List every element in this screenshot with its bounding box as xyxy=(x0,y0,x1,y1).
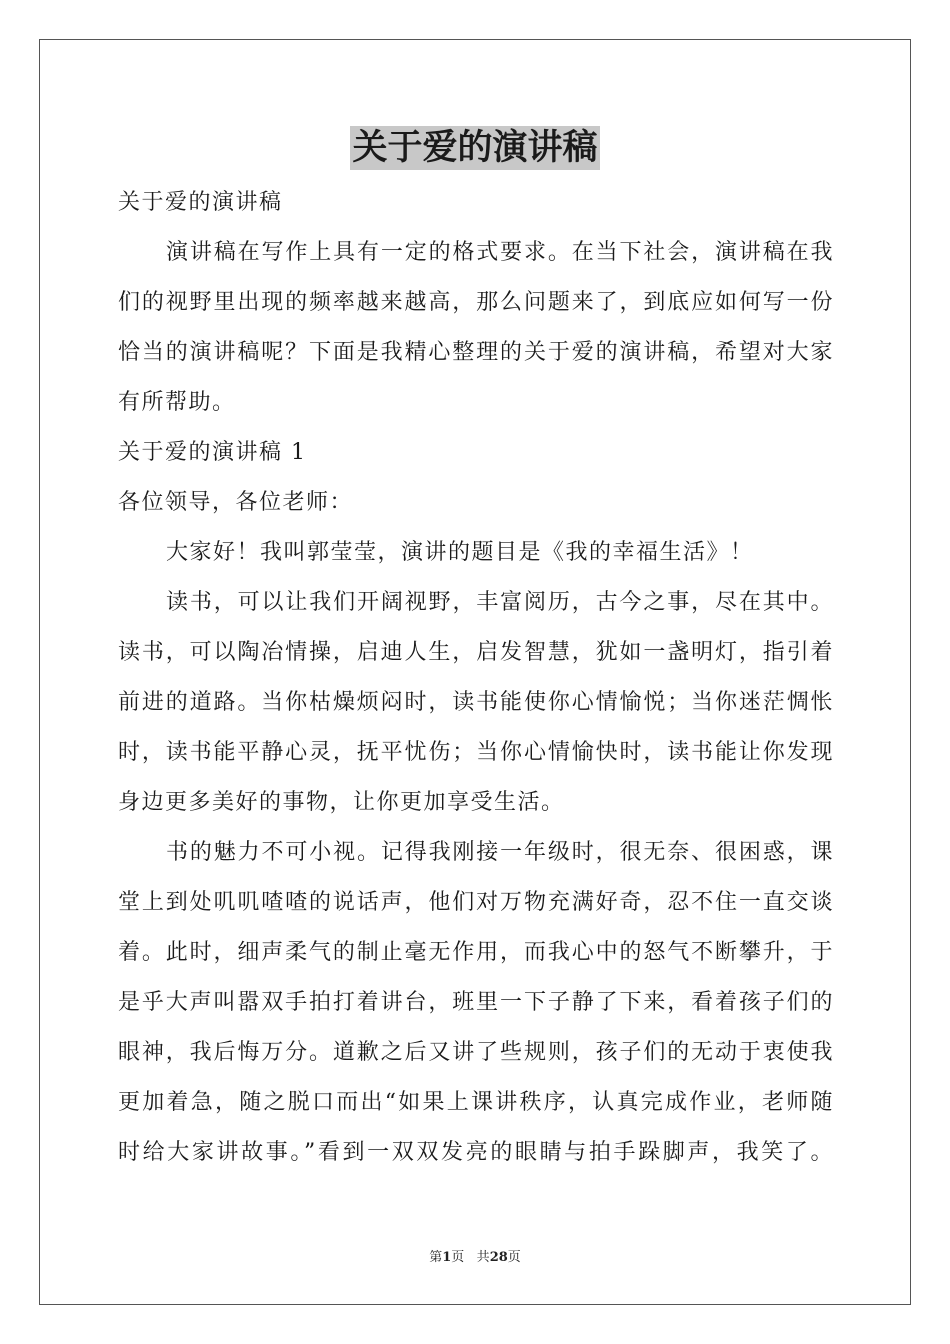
text-line: 时给大家讲故事。”看到一双双发亮的眼睛与拍手跺脚声，我笑了。 xyxy=(118,1140,834,1165)
text-line: 各位领导，各位老师： xyxy=(118,490,354,515)
text-line: 身边更多美好的事物，让你更加享受生活。 xyxy=(118,790,565,815)
text-line: 读书，可以陶冶情操，启迪人生，启发智慧，犹如一盏明灯，指引着 xyxy=(118,640,834,665)
footer-page-label: 页 xyxy=(451,1250,465,1265)
text-line: 是乎大声叫嚣双手拍打着讲台，班里一下子静了下来，看着孩子们的 xyxy=(118,990,834,1015)
text-line: 前进的道路。当你枯燥烦闷时，读书能使你心情愉悦；当你迷茫惆怅 xyxy=(118,690,834,715)
footer-total-pages: 28 xyxy=(489,1250,508,1265)
page-footer xyxy=(0,1246,950,1265)
text-line: 关于爱的演讲稿 1 xyxy=(118,440,307,465)
text-line: 更加着急，随之脱口而出“如果上课讲秩序，认真完成作业，老师随 xyxy=(118,1090,834,1115)
text-line: 有所帮助。 xyxy=(118,390,236,415)
text-line: 演讲稿在写作上具有一定的格式要求。在当下社会，演讲稿在我 xyxy=(166,240,834,265)
document-title: 关于爱的演讲稿 xyxy=(352,128,598,168)
footer-total-label: 页 xyxy=(507,1250,521,1265)
footer-prefix: 第 xyxy=(429,1250,443,1265)
text-line: 眼神，我后悔万分。道歉之后又讲了些规则，孩子们的无动于衷使我 xyxy=(118,1040,834,1065)
document-body xyxy=(118,178,834,1178)
footer-total-prefix: 共 xyxy=(476,1250,490,1265)
text-line: 堂上到处叽叽喳喳的说话声，他们对万物充满好奇，忍不住一直交谈 xyxy=(118,890,834,915)
text-line: 书的魅力不可小视。记得我刚接一年级时，很无奈、很困惑，课 xyxy=(166,840,834,865)
text-line: 着。此时，细声柔气的制止毫无作用，而我心中的怒气不断攀升，于 xyxy=(118,940,834,965)
text-line: 时，读书能平静心灵，抚平忧伤；当你心情愉快时，读书能让你发现 xyxy=(118,740,834,765)
text-line: 关于爱的演讲稿 xyxy=(118,190,283,215)
text-line: 们的视野里出现的频率越来越高，那么问题来了，到底应如何写一份 xyxy=(118,290,834,315)
title-container xyxy=(0,126,950,170)
text-line: 恰当的演讲稿呢？下面是我精心整理的关于爱的演讲稿，希望对大家 xyxy=(118,340,834,365)
text-line: 读书，可以让我们开阔视野，丰富阅历，古今之事，尽在其中。 xyxy=(166,590,834,615)
footer-current-page: 1 xyxy=(442,1250,452,1265)
text-line: 大家好！我叫郭莹莹，演讲的题目是《我的幸福生活》！ xyxy=(166,540,754,565)
